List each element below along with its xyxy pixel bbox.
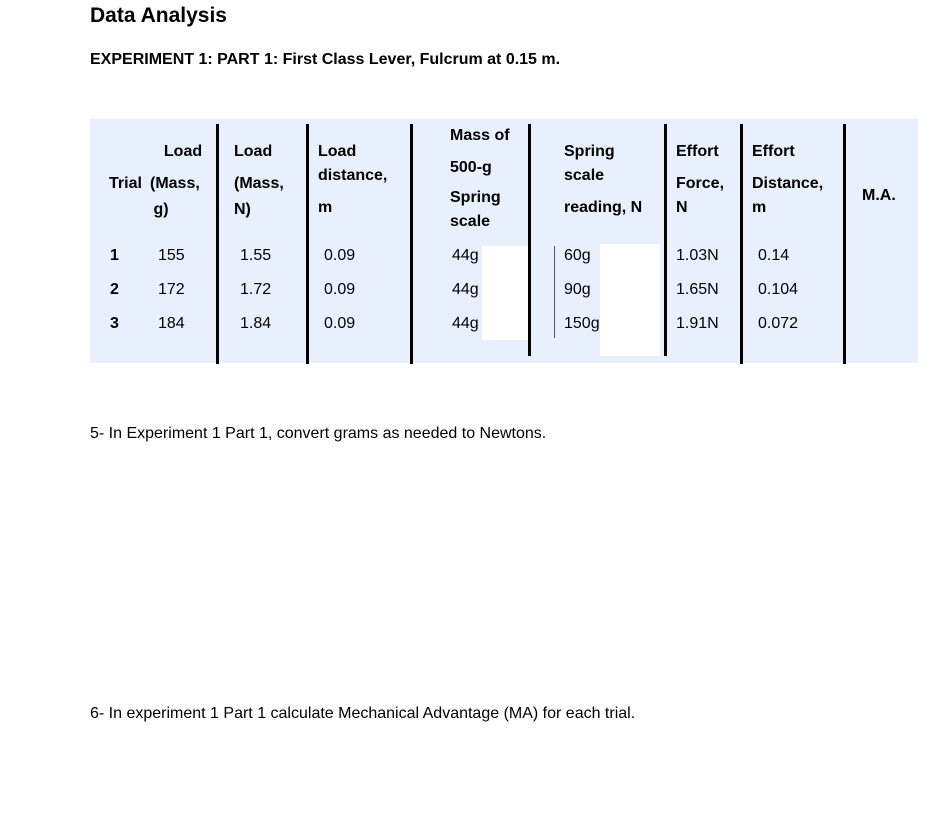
header-mass-500g: Mass of	[450, 127, 510, 144]
header-load-distance-line2: distance,	[318, 167, 388, 184]
row2-trial: 2	[110, 281, 119, 298]
column-divider	[664, 124, 667, 356]
row2-mass500: 44g	[452, 281, 479, 298]
header-mass-500g-line3: Spring	[450, 189, 501, 206]
header-mass-500g-line2: 500-g	[450, 159, 492, 176]
blank-patch	[482, 246, 528, 340]
row3-load-dist: 0.09	[324, 315, 356, 332]
experiment-subtitle: EXPERIMENT 1: PART 1: First Class Lever, Fulcrum at 0.15 m.	[90, 51, 561, 68]
blank-patch	[600, 244, 660, 356]
header-load-distance: Load	[318, 143, 357, 160]
header-mass-500g-line4: scale	[450, 213, 491, 230]
row2-effort-force: 1.65N	[676, 281, 719, 298]
page-title: Data Analysis	[90, 4, 227, 27]
column-divider	[306, 124, 309, 364]
column-divider	[843, 124, 846, 364]
header-spring-reading-line2: scale	[564, 167, 605, 184]
row1-mass500: 44g	[452, 247, 479, 264]
header-effort-force: Effort	[676, 143, 719, 160]
row3-trial: 3	[110, 315, 119, 332]
row3-spring: 150g	[564, 315, 600, 332]
header-effort-distance: Effort	[752, 143, 795, 160]
column-divider	[410, 124, 413, 364]
header-effort-force-line3: N	[676, 199, 688, 216]
column-divider	[216, 124, 219, 364]
column-divider	[528, 124, 531, 356]
row1-spring: 60g	[564, 247, 591, 264]
column-divider	[554, 246, 555, 338]
row3-load-g: 184	[158, 315, 185, 332]
header-load-mass-g-line2: (Mass,	[150, 175, 200, 192]
row2-load-dist: 0.09	[324, 281, 356, 298]
row2-spring: 90g	[564, 281, 591, 298]
header-effort-distance-line2: Distance,	[752, 175, 824, 192]
row1-effort-dist: 0.14	[758, 247, 790, 264]
row3-load-n: 1.84	[240, 315, 272, 332]
header-trial: Trial	[109, 175, 142, 192]
row3-effort-force: 1.91N	[676, 315, 719, 332]
row1-effort-force: 1.03N	[676, 247, 719, 264]
header-effort-force-line2: Force,	[676, 175, 725, 192]
row3-effort-dist: 0.072	[758, 315, 799, 332]
header-spring-reading-line3: reading, N	[564, 199, 643, 216]
row1-trial: 1	[110, 247, 119, 264]
header-load-mass-n-line3: N)	[234, 201, 251, 218]
row2-load-n: 1.72	[240, 281, 272, 298]
header-load-mass-n-line2: (Mass,	[234, 175, 284, 192]
header-spring-reading: Spring	[564, 143, 615, 160]
header-effort-distance-line3: m	[752, 199, 767, 216]
row2-effort-dist: 0.104	[758, 281, 799, 298]
row1-load-dist: 0.09	[324, 247, 356, 264]
header-ma: M.A.	[862, 187, 896, 204]
header-load-distance-line3: m	[318, 199, 333, 216]
row3-mass500: 44g	[452, 315, 479, 332]
question-5: 5- In Experiment 1 Part 1, convert grams as needed to Newtons.	[90, 425, 547, 442]
header-load-mass-n: Load	[234, 143, 273, 160]
header-line: Load	[163, 143, 203, 160]
column-divider	[740, 124, 743, 364]
header-load-mass-g	[150, 140, 216, 164]
question-6: 6- In experiment 1 Part 1 calculate Mechanical Advantage (MA) for each trial.	[90, 705, 636, 722]
row1-load-n: 1.55	[240, 247, 272, 264]
row2-load-g: 172	[158, 281, 185, 298]
row1-load-g: 155	[158, 247, 185, 264]
header-load-mass-g-line3: g)	[153, 201, 169, 218]
